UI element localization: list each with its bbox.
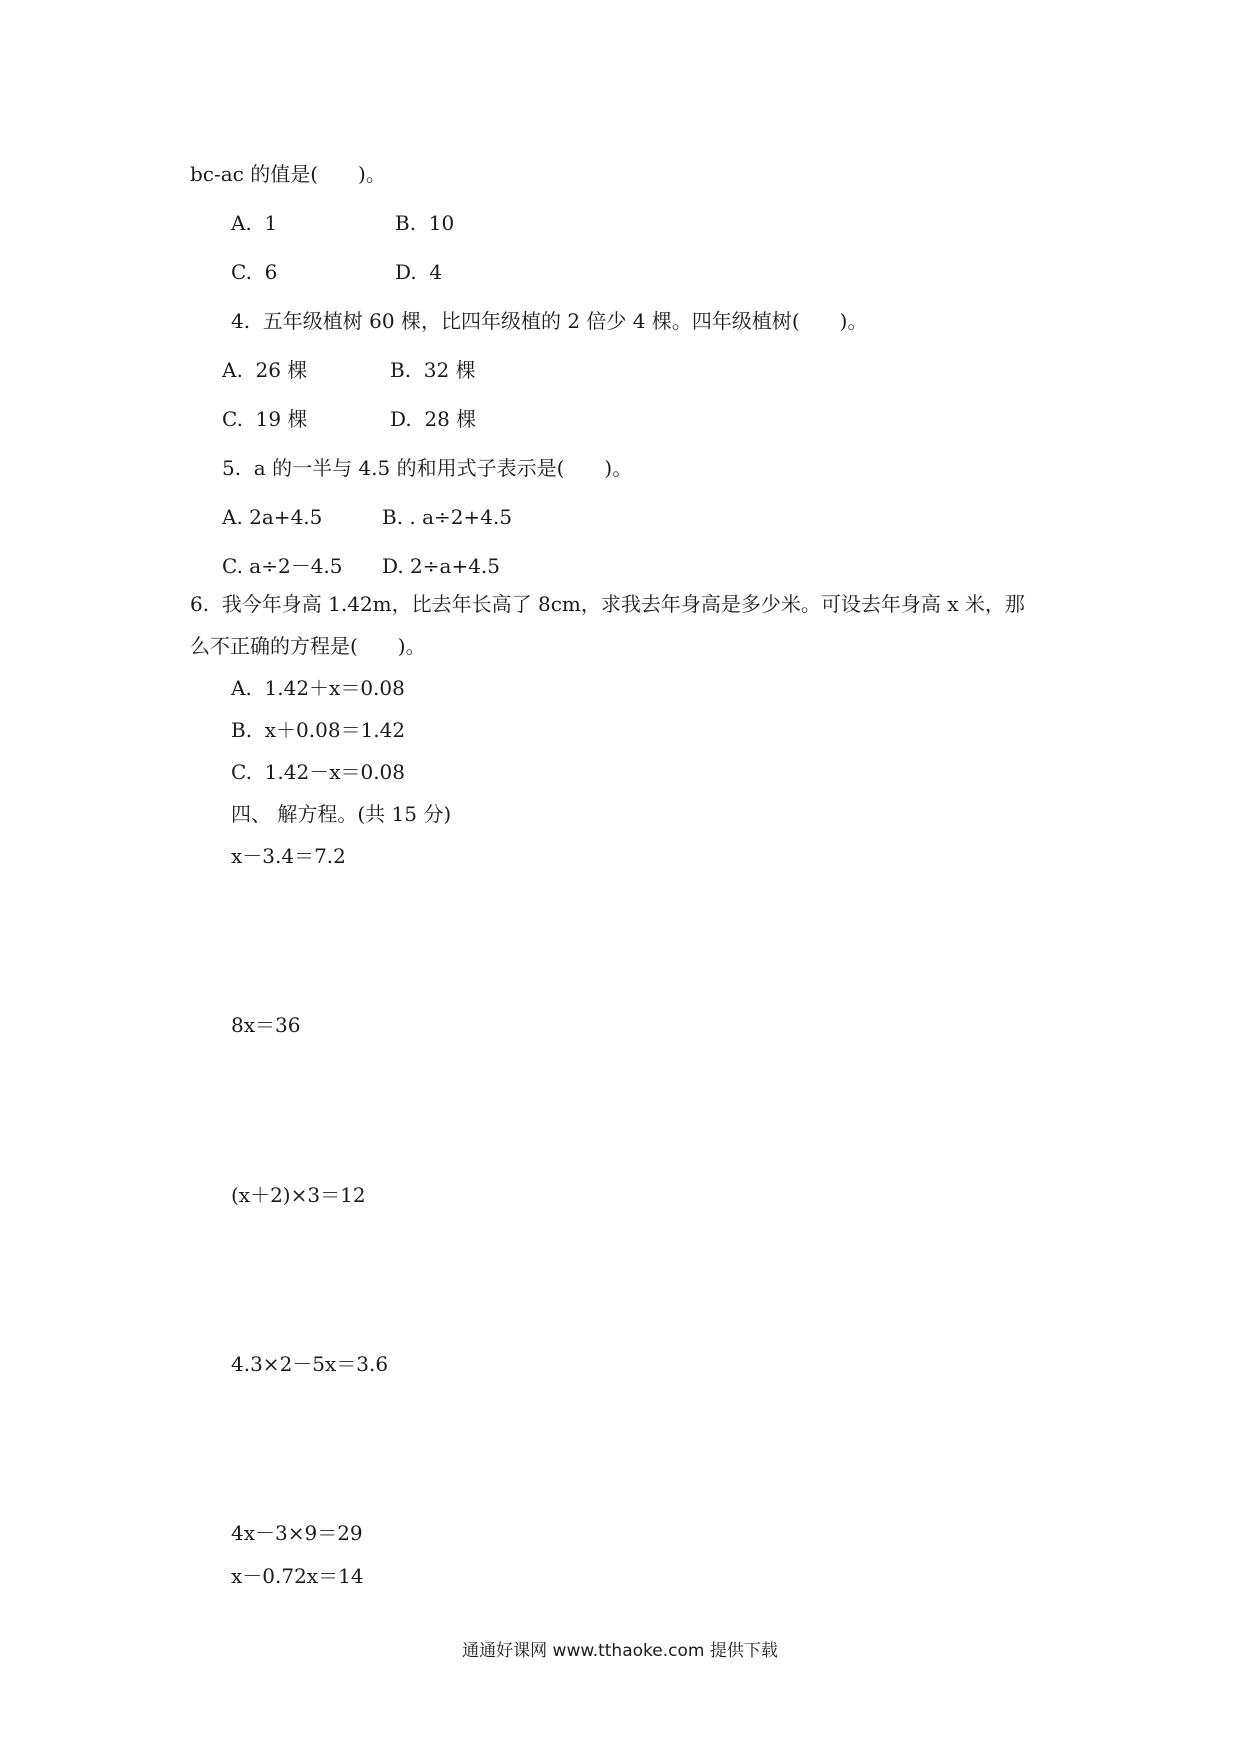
q3-option-a: A. 1 [231,211,278,235]
section4-heading: 四、 解方程。(共 15 分) [231,802,452,826]
equation-1: x－3.4＝7.2 [231,844,346,868]
q4-option-b: B. 32 棵 [390,358,476,382]
q5-option-b: B. . a÷2+4.5 [382,505,513,529]
q5-option-a: A. 2a+4.5 [222,505,323,529]
q6-option-a: A. 1.42＋x＝0.08 [231,676,405,700]
q6-stem-line1: 6. 我今年身高 1.42m，比去年长高了 8cm，求我去年身高是多少米。可设去年身高 x 米，那 [190,592,1025,616]
q4-option-c: C. 19 棵 [222,407,308,431]
equation-2: 8x＝36 [231,1013,301,1037]
q5-option-d: D. 2÷a+4.5 [382,554,501,578]
q6-option-b: B. x＋0.08＝1.42 [231,718,406,742]
q3-stem: bc-ac 的值是( )。 [190,162,386,186]
q6-stem-line2: 么不正确的方程是( )。 [190,634,426,658]
q5-option-c: C. a÷2－4.5 [222,554,343,578]
equation-6: x－0.72x＝14 [231,1564,364,1588]
equation-5: 4x－3×9＝29 [231,1521,363,1545]
q4-option-d: D. 28 棵 [390,407,477,431]
footer-source: 通通好课网 www.tthaoke.com 提供下载 [462,1641,778,1661]
q3-option-c: C. 6 [231,260,278,284]
q5-stem: 5. a 的一半与 4.5 的和用式子表示是( )。 [222,456,633,480]
q4-option-a: A. 26 棵 [222,358,308,382]
equation-3: (x＋2)×3＝12 [231,1183,366,1207]
q6-option-c: C. 1.42－x＝0.08 [231,760,406,784]
q3-option-b: B. 10 [395,211,455,235]
q4-stem: 4. 五年级植树 60 棵，比四年级植的 2 倍少 4 棵。四年级植树( )。 [231,309,868,333]
equation-4: 4.3×2－5x＝3.6 [231,1352,389,1376]
q3-option-d: D. 4 [395,260,443,284]
